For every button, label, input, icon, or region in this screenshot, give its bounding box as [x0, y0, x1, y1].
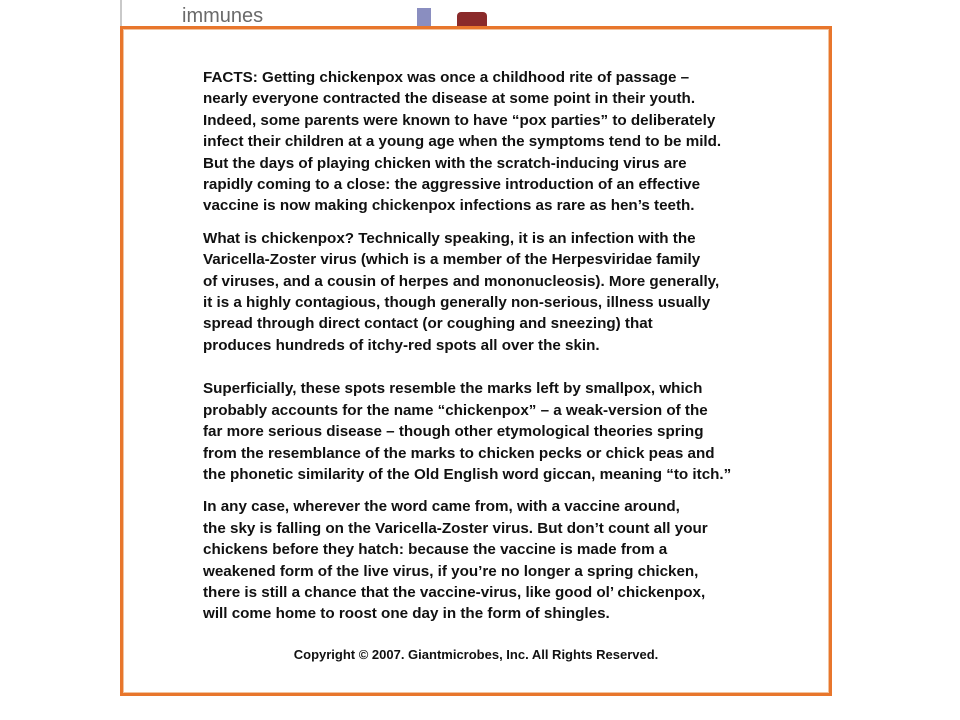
card-body: [203, 67, 793, 636]
paragraph-etymology: Superficially, these spots resemble the marks left by smallpox, which probably accounts for the name “chickenpox” – a weak-version of the far more serious disease – though other etymological theories spring from the resemblance of the marks to chicken pecks or chick peas and the phonetic similarity of the Old English word giccan, meaning “to itch.”: [203, 380, 732, 483]
info-card: [120, 26, 832, 696]
copyright-notice: Copyright © 2007. Giantmicrobes, Inc. All Rights Reserved.: [293, 647, 659, 662]
underlying-window-strip: [120, 0, 832, 26]
window-edge: [120, 0, 122, 26]
underlying-scrollbar: [417, 8, 431, 26]
paragraph-vaccine: In any case, wherever the word came from, with a vaccine around, the sky is falling on the Varicella-Zoster virus. But don’t count all your chickens before they hatch: because the vaccine is made from a weakened form of the live virus, if you’re no longer a spring chicken, there is still a chance that the vaccine-virus, like good ol’ chickenpox, will come home to roost one day in the form of shingles.: [203, 498, 708, 623]
underlying-window-text: immunes: [182, 5, 264, 26]
paragraph-what-is-chickenpox: What is chickenpox? Technically speaking, it is an infection with the Varicella-Zoster virus (which is a member of the Herpesviridae family of viruses, and a cousin of herpes and mononucleosis). More generally, it is a highly contagious, though generally non-serious, illness usually spread through direct contact (or coughing and sneezing) that produces hundreds of itchy-red spots all over the skin.: [203, 229, 720, 354]
underlying-tab: [457, 12, 487, 26]
paragraph-facts: FACTS: Getting chickenpox was once a childhood rite of passage – nearly everyone contracted the disease at some point in their youth. Indeed, some parents were known to have “pox parties” to deliberately infect their children at a young age when the symptoms tend to be mild. But the days of playing chicken with the scratch-inducing virus are rapidly coming to a close: the aggressive introduction of an effective vaccine is now making chickenpox infections as rare as hen’s teeth.: [203, 69, 722, 215]
